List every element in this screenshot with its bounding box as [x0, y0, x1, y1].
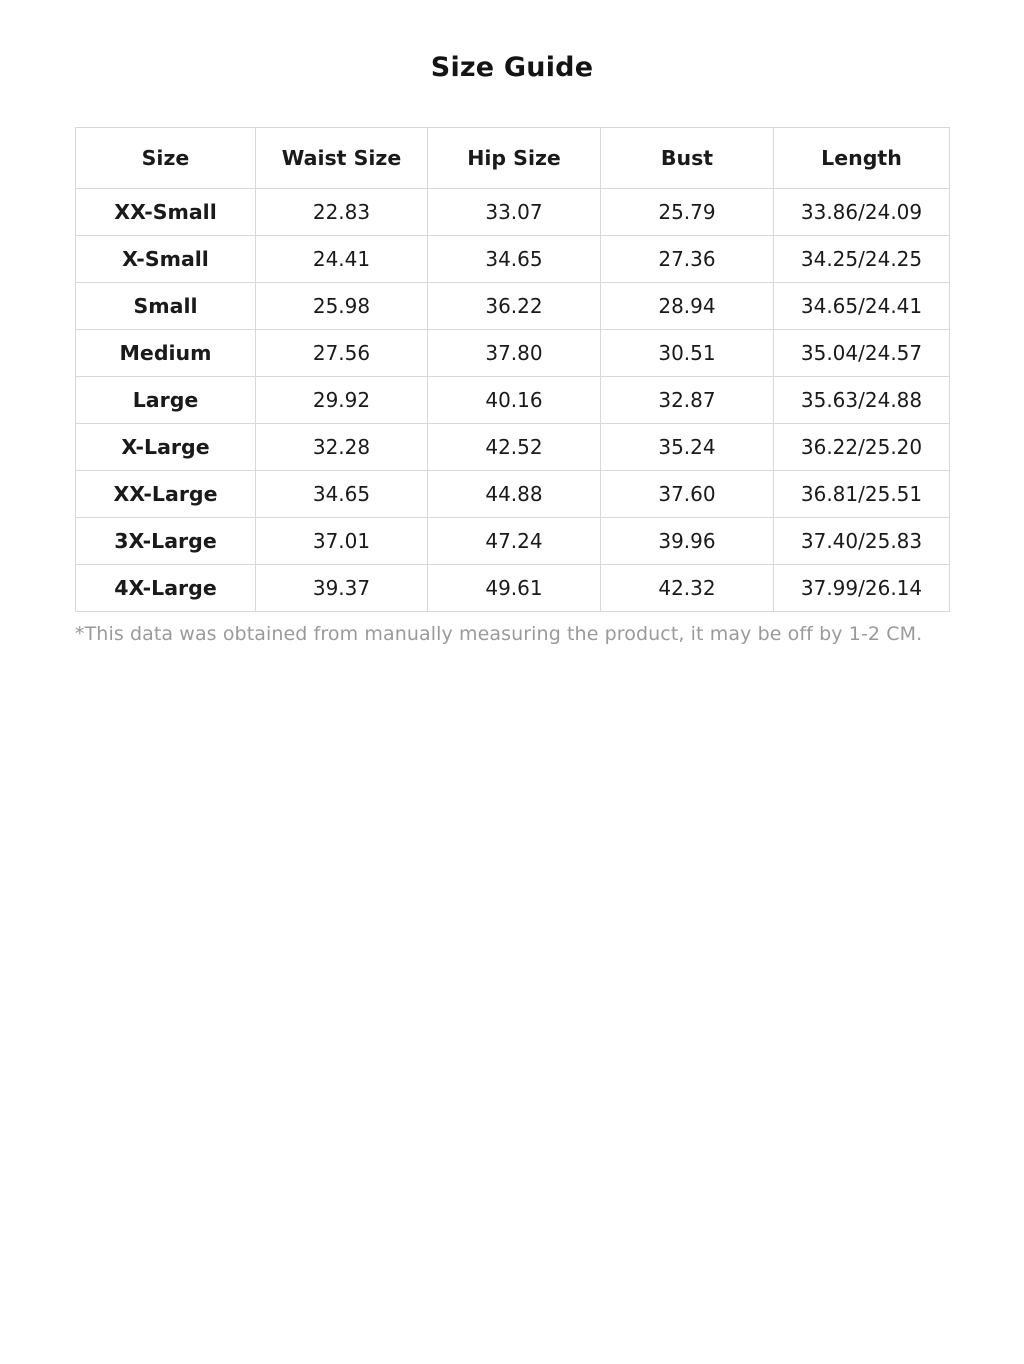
cell-waist: 34.65	[256, 471, 428, 518]
table-header	[76, 128, 950, 189]
cell-hip: 44.88	[428, 471, 601, 518]
cell-waist: 27.56	[256, 330, 428, 377]
page-title: Size Guide	[430, 52, 594, 83]
table-body	[76, 189, 950, 612]
cell-length: 37.40/25.83	[774, 518, 950, 565]
cell-waist: 24.41	[256, 236, 428, 283]
column-header-hip-size: Hip Size	[428, 128, 601, 189]
cell-bust: 27.36	[601, 236, 774, 283]
cell-size: Medium	[76, 330, 256, 377]
cell-bust: 30.51	[601, 330, 774, 377]
cell-bust: 42.32	[601, 565, 774, 612]
cell-hip: 40.16	[428, 377, 601, 424]
cell-length: 36.22/25.20	[774, 424, 950, 471]
column-header-bust: Bust	[601, 128, 774, 189]
cell-size: X-Small	[76, 236, 256, 283]
cell-length: 37.99/26.14	[774, 565, 950, 612]
cell-size: Small	[76, 283, 256, 330]
cell-hip: 47.24	[428, 518, 601, 565]
cell-size: X-Large	[76, 424, 256, 471]
cell-size: 4X-Large	[76, 565, 256, 612]
size-guide-table	[75, 127, 950, 612]
column-header-waist-size: Waist Size	[256, 128, 428, 189]
cell-bust: 35.24	[601, 424, 774, 471]
cell-hip: 33.07	[428, 189, 601, 236]
cell-waist: 37.01	[256, 518, 428, 565]
cell-bust: 37.60	[601, 471, 774, 518]
table-row	[76, 189, 950, 236]
table-row	[76, 518, 950, 565]
cell-waist: 39.37	[256, 565, 428, 612]
cell-hip: 37.80	[428, 330, 601, 377]
cell-length: 33.86/24.09	[774, 189, 950, 236]
table-row	[76, 471, 950, 518]
cell-waist: 25.98	[256, 283, 428, 330]
cell-length: 34.65/24.41	[774, 283, 950, 330]
cell-hip: 34.65	[428, 236, 601, 283]
cell-waist: 22.83	[256, 189, 428, 236]
cell-hip: 49.61	[428, 565, 601, 612]
cell-size: XX-Large	[76, 471, 256, 518]
cell-hip: 42.52	[428, 424, 601, 471]
cell-bust: 28.94	[601, 283, 774, 330]
cell-size: 3X-Large	[76, 518, 256, 565]
table-row	[76, 283, 950, 330]
size-table-container	[75, 83, 949, 612]
table-row	[76, 424, 950, 471]
column-header-length: Length	[774, 128, 950, 189]
cell-waist: 32.28	[256, 424, 428, 471]
cell-waist: 29.92	[256, 377, 428, 424]
cell-hip: 36.22	[428, 283, 601, 330]
table-row	[76, 565, 950, 612]
column-header-size: Size	[76, 128, 256, 189]
measurement-disclaimer: *This data was obtained from manually measuring the product, it may be off by 1-2 CM.	[75, 623, 923, 645]
cell-length: 35.04/24.57	[774, 330, 950, 377]
cell-bust: 25.79	[601, 189, 774, 236]
table-row	[76, 377, 950, 424]
cell-size: Large	[76, 377, 256, 424]
table-row	[76, 236, 950, 283]
cell-length: 35.63/24.88	[774, 377, 950, 424]
cell-size: XX-Small	[76, 189, 256, 236]
table-header-row	[76, 128, 950, 189]
cell-bust: 32.87	[601, 377, 774, 424]
cell-length: 36.81/25.51	[774, 471, 950, 518]
cell-length: 34.25/24.25	[774, 236, 950, 283]
cell-bust: 39.96	[601, 518, 774, 565]
table-row	[76, 330, 950, 377]
